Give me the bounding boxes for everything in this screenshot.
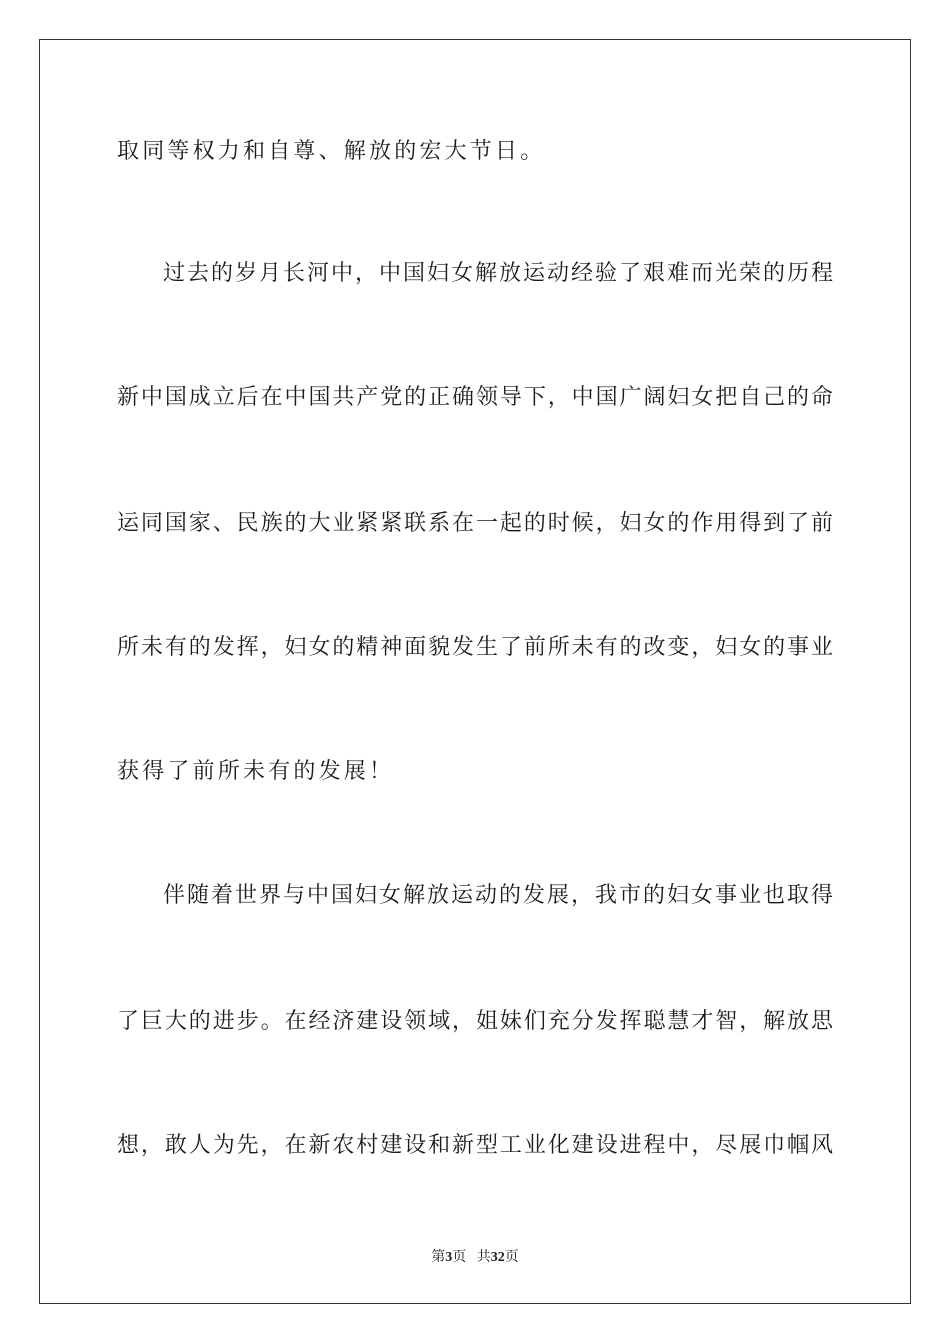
page-prefix: 第 <box>431 1250 446 1265</box>
paragraph-first-line: 过去的岁月长河中，中国妇女解放运动经验了艰难而光荣的历程 <box>163 261 833 286</box>
paragraph-first-line: 伴随着世界与中国妇女解放运动的发展，我市的妇女事业也取得 <box>163 883 833 908</box>
text-line: 所未有的发挥，妇女的精神面貌发生了前所未有的改变，妇女的事业 <box>117 635 833 660</box>
text-line: 取同等权力和自尊、解放的宏大节日。 <box>117 139 546 164</box>
text-line: 获得了前所未有的发展！ <box>117 759 395 784</box>
current-page-number: 3 <box>445 1250 453 1265</box>
text-line: 了巨大的进步。在经济建设领域，姐妹们充分发挥聪慧才智，解放思 <box>117 1009 833 1034</box>
total-prefix: 共 <box>476 1250 491 1265</box>
text-line: 新中国成立后在中国共产党的正确领导下，中国广阔妇女把自己的命 <box>117 385 833 410</box>
total-pages-number: 32 <box>490 1250 505 1265</box>
text-line: 想，敢人为先，在新农村建设和新型工业化建设进程中，尽展巾帼风 <box>117 1133 833 1158</box>
page-footer <box>0 1246 950 1266</box>
total-suffix: 页 <box>504 1250 519 1265</box>
text-line: 运同国家、民族的大业紧紧联系在一起的时候，妇女的作用得到了前 <box>117 511 833 536</box>
page-border <box>39 39 911 1304</box>
page-suffix: 页 <box>452 1250 467 1265</box>
